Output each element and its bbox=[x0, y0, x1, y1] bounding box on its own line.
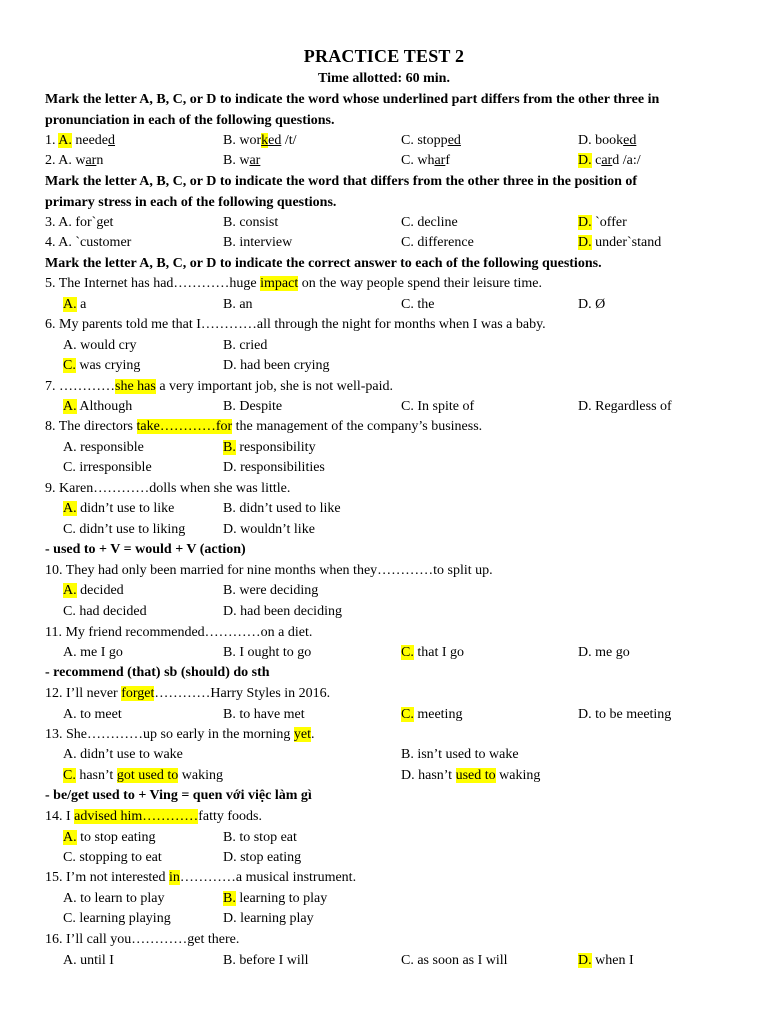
question-3: 3. A. for`get bbox=[45, 215, 114, 230]
question-1-option-c: C. stopped bbox=[401, 133, 461, 148]
question-4-option-c: C. difference bbox=[401, 235, 474, 250]
question-8-option-b: B. responsibility bbox=[223, 440, 316, 455]
grammar-note-be-get-used-to: - be/get used to + Ving = quen với việc làm gì bbox=[45, 788, 312, 803]
question-15-option-a: A. to learn to play bbox=[63, 891, 165, 906]
question-13-option-a: A. didn’t use to wake bbox=[63, 747, 183, 762]
question-12-option-d: D. to be meeting bbox=[578, 707, 672, 722]
question-10-option-b: B. were deciding bbox=[223, 583, 319, 598]
question-2-option-c: C. wharf bbox=[401, 153, 451, 168]
question-16-option-b: B. before I will bbox=[223, 953, 309, 968]
question-5-option-b: B. an bbox=[223, 297, 253, 312]
question-3-option-d: D. `offer bbox=[578, 215, 627, 230]
instruction-correct-answer: Mark the letter A, B, C, or D to indicate the correct answer to each of the following questions. bbox=[45, 256, 602, 271]
question-13-option-b: B. isn’t used to wake bbox=[401, 747, 519, 762]
question-6-option-c: C. was crying bbox=[63, 358, 141, 373]
question-8-option-d: D. responsibilities bbox=[223, 460, 325, 475]
question-16-option-d: D. when I bbox=[578, 953, 634, 968]
question-2-option-b: B. war bbox=[223, 153, 261, 168]
question-9-option-b: B. didn’t used to like bbox=[223, 501, 341, 516]
question-13-option-c: C. hasn’t got used to waking bbox=[63, 768, 223, 783]
question-1-option-d: D. booked bbox=[578, 133, 637, 148]
instruction-stress-line2: primary stress in each of the following questions. bbox=[45, 195, 337, 210]
question-8-stem: 8. The directors take…………for the management of the company’s business. bbox=[45, 419, 483, 434]
page-title: PRACTICE TEST 2 bbox=[303, 46, 465, 66]
question-16-stem: 16. I’ll call you…………get there. bbox=[45, 932, 240, 947]
question-15-option-d: D. learning play bbox=[223, 911, 314, 926]
question-8-option-a: A. responsible bbox=[63, 440, 144, 455]
question-12-option-a: A. to meet bbox=[63, 707, 122, 722]
question-15-stem: 15. I’m not interested in…………a musical instrument. bbox=[45, 870, 357, 885]
question-4-option-b: B. interview bbox=[223, 235, 293, 250]
question-5-stem: 5. The Internet has had…………huge impact on the way people spend their leisure time. bbox=[45, 276, 543, 291]
question-14-option-d: D. stop eating bbox=[223, 850, 302, 865]
question-11-stem: 11. My friend recommended…………on a diet. bbox=[45, 625, 313, 640]
question-14-stem: 14. I advised him…………fatty foods. bbox=[45, 809, 262, 824]
question-3-option-c: C. decline bbox=[401, 215, 458, 230]
question-10-stem: 10. They had only been married for nine months when they…………to split up. bbox=[45, 563, 493, 578]
answer-highlight: A. bbox=[58, 133, 72, 148]
question-6-stem: 6. My parents told me that I…………all through the night for months when I was a baby. bbox=[45, 317, 546, 332]
question-10-option-c: C. had decided bbox=[63, 604, 147, 619]
question-6-option-d: D. had been crying bbox=[223, 358, 330, 373]
question-13-stem: 13. She…………up so early in the morning yet. bbox=[45, 727, 315, 742]
question-2: 2. A. warn bbox=[45, 153, 104, 168]
question-11-option-c: C. that I go bbox=[401, 645, 464, 660]
instruction-pronunciation-line2: pronunciation in each of the following questions. bbox=[45, 113, 335, 128]
question-16-option-c: C. as soon as I will bbox=[401, 953, 508, 968]
question-6-option-a: A. would cry bbox=[63, 338, 137, 353]
question-9-option-d: D. wouldn’t like bbox=[223, 522, 315, 537]
question-10-option-a: A. decided bbox=[63, 583, 124, 598]
question-9-option-a: A. didn’t use to like bbox=[63, 501, 175, 516]
instruction-stress-line1: Mark the letter A, B, C, or D to indicate the word that differs from the other three in the position of bbox=[45, 174, 638, 189]
question-11-option-a: A. me I go bbox=[63, 645, 123, 660]
question-7-option-a: A. Although bbox=[63, 399, 133, 414]
question-9-stem: 9. Karen…………dolls when she was little. bbox=[45, 481, 291, 496]
question-4: 4. A. `customer bbox=[45, 235, 132, 250]
question-5-option-a: A. a bbox=[63, 297, 87, 312]
question-1: 1. A. needed bbox=[45, 133, 116, 148]
question-16-option-a: A. until I bbox=[63, 953, 114, 968]
question-5-option-d: D. Ø bbox=[578, 297, 606, 312]
question-7-option-d: D. Regardless of bbox=[578, 399, 672, 414]
question-9-option-c: C. didn’t use to liking bbox=[63, 522, 186, 537]
question-14-option-b: B. to stop eat bbox=[223, 830, 297, 845]
question-2-option-d: D. card /a:/ bbox=[578, 153, 641, 168]
question-5-option-c: C. the bbox=[401, 297, 435, 312]
question-13-option-d: D. hasn’t used to waking bbox=[401, 768, 541, 783]
question-12-stem: 12. I’ll never forget…………Harry Styles in 2016. bbox=[45, 686, 331, 701]
question-6-option-b: B. cried bbox=[223, 338, 268, 353]
question-12-option-b: B. to have met bbox=[223, 707, 305, 722]
question-11-option-d: D. me go bbox=[578, 645, 630, 660]
question-10-option-d: D. had been deciding bbox=[223, 604, 342, 619]
question-3-option-b: B. consist bbox=[223, 215, 279, 230]
grammar-note-used-to: - used to + V = would + V (action) bbox=[45, 542, 246, 557]
question-11-option-b: B. I ought to go bbox=[223, 645, 312, 660]
question-7-stem: 7. …………she has a very important job, she is not well-paid. bbox=[45, 379, 394, 394]
question-7-option-b: B. Despite bbox=[223, 399, 283, 414]
question-14-option-c: C. stopping to eat bbox=[63, 850, 162, 865]
question-12-option-c: C. meeting bbox=[401, 707, 463, 722]
question-15-option-b: B. learning to play bbox=[223, 891, 328, 906]
question-15-option-c: C. learning playing bbox=[63, 911, 171, 926]
question-7-option-c: C. In spite of bbox=[401, 399, 475, 414]
instruction-pronunciation-line1: Mark the letter A, B, C, or D to indicate the word whose underlined part differs from the other three in bbox=[45, 92, 660, 107]
grammar-note-recommend: - recommend (that) sb (should) do sth bbox=[45, 665, 270, 680]
question-1-option-b: B. worked /t/ bbox=[223, 133, 297, 148]
question-14-option-a: A. to stop eating bbox=[63, 830, 156, 845]
question-4-option-d: D. under`stand bbox=[578, 235, 662, 250]
time-allotted: Time allotted: 60 min. bbox=[318, 71, 450, 86]
question-8-option-c: C. irresponsible bbox=[63, 460, 152, 475]
